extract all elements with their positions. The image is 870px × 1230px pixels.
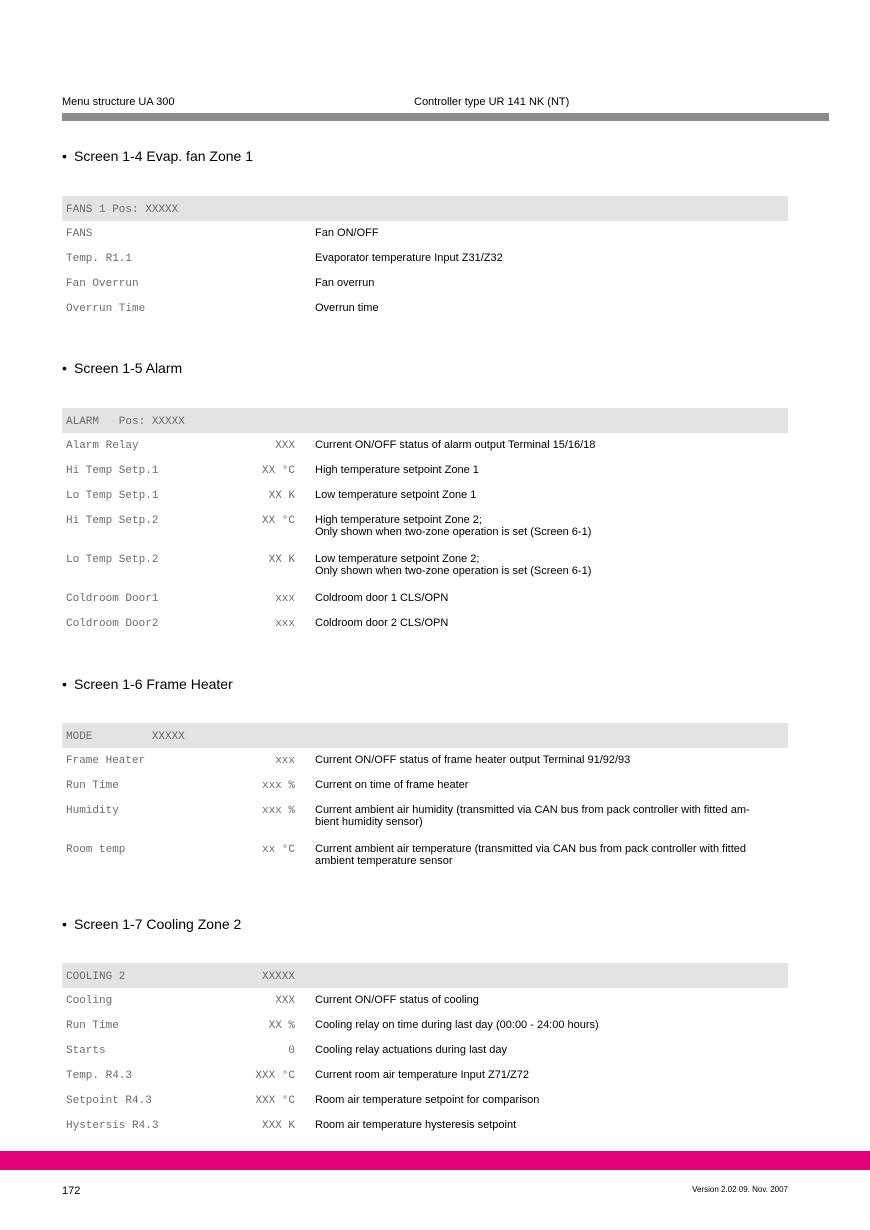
header-left: Menu structure UA 300 [62,96,175,108]
row-desc [315,804,785,828]
row-desc [315,553,785,577]
section-title-text: Screen 1-6 Frame Heater [74,676,233,692]
row-value: XX K [268,490,295,502]
row-label: Lo Temp Setp.1 [66,490,159,502]
row-desc: Cooling relay on time during last day (00:00 - 24:00 hours) [315,1019,599,1031]
table-frame-heater [62,723,788,876]
row-value: XXX K [261,1120,295,1132]
table-head [62,963,788,988]
row-desc: Fan overrun [315,277,375,289]
row-label: Frame Heater [66,755,146,767]
section-title-frame-heater [62,676,233,692]
row-label: Alarm Relay [66,440,139,452]
row-desc: Cooling relay actuations during last day [315,1044,508,1056]
row-label: Hi Temp Setp.1 [66,465,159,477]
table-head-right: XXXXX [261,971,295,983]
row-value: XXX °C [255,1095,295,1107]
row-label: Lo Temp Setp.2 [66,554,159,566]
row-label: Overrun Time [66,303,146,315]
section-title-text: Screen 1-7 Cooling Zone 2 [74,916,242,932]
table-row [62,483,788,508]
row-label: Fan Overrun [66,278,139,290]
row-label: FANS [66,228,93,240]
table-head-left: COOLING 2 [66,971,126,983]
table-row [62,798,788,837]
row-desc: Room air temperature setpoint for comparison [315,1094,540,1106]
row-label: Temp. R1.1 [66,253,133,265]
table-head [62,723,788,748]
table-row [62,1013,788,1038]
row-desc: Low temperature setpoint Zone 1 [315,489,477,501]
row-value: XXX [275,995,295,1007]
table-row [62,296,788,321]
page-number: 172 [62,1185,81,1197]
table-head-left: MODE XXXXX [66,731,185,743]
row-desc: Current on time of frame heater [315,779,469,791]
table-row [62,246,788,271]
row-desc-line1: Current ambient air humidity (transmitted via CAN bus from pack controller with fitted am- [315,804,750,816]
row-label: Room temp [66,844,126,856]
row-desc: Room air temperature hysteresis setpoint [315,1119,517,1131]
row-desc: Current ON/OFF status of frame heater output Terminal 91/92/93 [315,754,631,766]
header-center: Controller type UR 141 NK (NT) [414,96,570,108]
row-desc-line2: Only shown when two-zone operation is set (Screen 6-1) [315,565,592,577]
section-title-cooling-zone-2 [62,916,241,932]
table-row [62,611,788,636]
table-head [62,196,788,221]
row-value: xxx % [261,805,295,817]
row-label: Run Time [66,780,119,792]
bullet-icon: • [62,676,67,692]
row-label: Temp. R4.3 [66,1070,133,1082]
table-fans [62,196,788,321]
row-desc [315,514,785,538]
table-row [62,1113,788,1138]
row-desc-line1: High temperature setpoint Zone 2; [315,514,482,526]
row-desc: Fan ON/OFF [315,227,379,239]
row-desc-line2: Only shown when two-zone operation is set (Screen 6-1) [315,526,592,538]
table-row [62,586,788,611]
row-value: 0 [288,1045,295,1057]
row-value: xxx % [261,780,295,792]
row-label: Run Time [66,1020,119,1032]
bullet-icon: • [62,148,67,164]
row-value: XXX °C [255,1070,295,1082]
section-title-alarm [62,360,182,376]
row-label: Coldroom Door2 [66,618,159,630]
table-row [62,221,788,246]
row-label: Humidity [66,805,119,817]
table-head-left: FANS 1 Pos: XXXXX [66,204,179,216]
header-bar [62,113,829,121]
row-desc: Coldroom door 1 CLS/OPN [315,592,449,604]
table-row [62,1063,788,1088]
row-label: Hi Temp Setp.2 [66,515,159,527]
table-row [62,1038,788,1063]
row-value: xxx [275,755,295,767]
section-title-text: Screen 1-4 Evap. fan Zone 1 [74,148,253,164]
section-title-fans [62,148,253,164]
row-desc: Overrun time [315,302,379,314]
table-row [62,773,788,798]
table-row [62,547,788,586]
row-value: xxx [275,593,295,605]
row-value: XX °C [261,465,295,477]
row-desc-line1: Low temperature setpoint Zone 2; [315,553,480,565]
row-value: XX K [268,554,295,566]
row-desc: Evaporator temperature Input Z31/Z32 [315,252,503,264]
footer-accent-bar [0,1151,870,1170]
row-desc: High temperature setpoint Zone 1 [315,464,479,476]
row-desc: Current ON/OFF status of cooling [315,994,479,1006]
table-row [62,988,788,1013]
row-value: XX % [268,1020,295,1032]
table-alarm [62,408,788,636]
row-desc: Coldroom door 2 CLS/OPN [315,617,449,629]
row-value: XXX [275,440,295,452]
bullet-icon: • [62,360,67,376]
section-title-text: Screen 1-5 Alarm [74,360,183,376]
table-row [62,748,788,773]
row-desc: Current room air temperature Input Z71/Z72 [315,1069,529,1081]
row-desc-line2: bient humidity sensor) [315,816,423,828]
row-value: xxx [275,618,295,630]
table-row [62,271,788,296]
row-label: Coldroom Door1 [66,593,159,605]
table-row [62,458,788,483]
row-label: Cooling [66,995,113,1007]
row-value: XX °C [261,515,295,527]
table-head-left: ALARM Pos: XXXXX [66,416,185,428]
row-label: Setpoint R4.3 [66,1095,152,1107]
row-label: Starts [66,1045,106,1057]
table-row [62,1088,788,1113]
row-desc-line1: Current ambient air temperature (transmitted via CAN bus from pack controller with fitted [315,843,746,855]
table-row [62,508,788,547]
row-desc [315,843,785,867]
table-row [62,433,788,458]
row-desc: Current ON/OFF status of alarm output Terminal 15/16/18 [315,439,596,451]
table-head [62,408,788,433]
bullet-icon: • [62,916,67,932]
row-desc-line2: ambient temperature sensor [315,855,453,867]
table-cooling-zone-2 [62,963,788,1138]
row-value: xx °C [261,844,295,856]
row-label: Hystersis R4.3 [66,1120,159,1132]
table-row [62,837,788,876]
version-info: Version 2.02 09. Nov. 2007 [692,1185,788,1194]
